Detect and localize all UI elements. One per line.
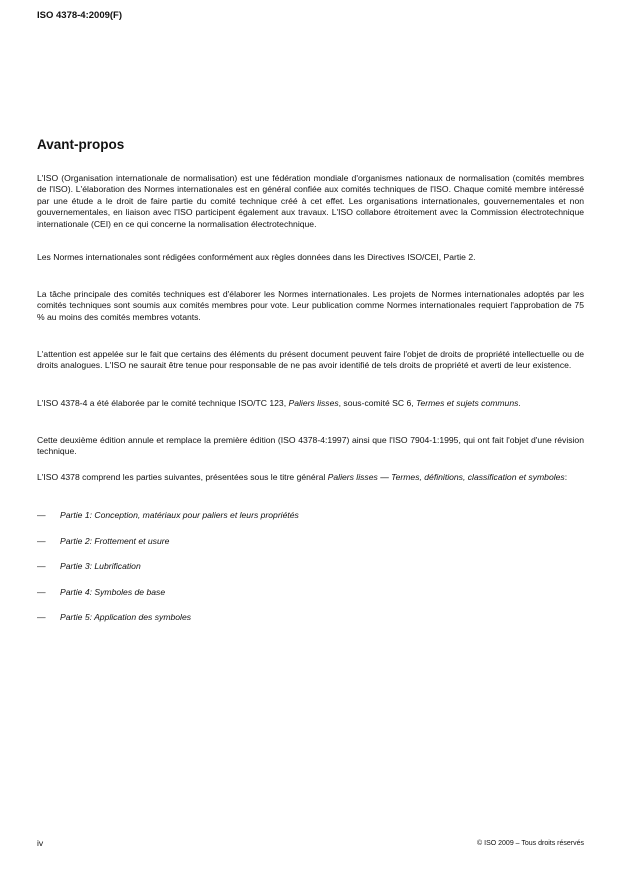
list-item-label: Partie 3: Lubrification xyxy=(60,561,141,571)
text: L'ISO 4378 comprend les parties suivantes, présentées sous le titre général xyxy=(37,472,328,482)
text-italic: Paliers lisses — Termes, définitions, classification et symboles xyxy=(327,472,565,482)
paragraph: L'attention est appelée sur le fait que certains des éléments du présent document peuvent faire l'objet de droits de propriété intellectuelle ou de droits analogues. L'ISO ne saurait être tenue pour responsable de ne pas avoir identifié de tels droits de propriété et averti de leur existence. xyxy=(37,349,584,371)
dash: — xyxy=(37,536,46,546)
dash: — xyxy=(37,561,46,571)
text: , sous-comité SC 6, xyxy=(338,398,417,408)
document-id: ISO 4378-4:2009(F) xyxy=(37,10,123,21)
paragraph xyxy=(37,472,584,483)
page-number: iv xyxy=(37,838,44,848)
list-item-label: Partie 4: Symboles de base xyxy=(60,587,166,597)
list-item-label: Partie 5: Application des symboles xyxy=(60,612,192,622)
copyright: © ISO 2009 – Tous droits réservés xyxy=(477,840,584,847)
paragraph: L'ISO (Organisation internationale de normalisation) est une fédération mondiale d'organismes nationaux de normalisation (comités membres de l'ISO). L'élaboration des Normes internationales est en général confiée aux comités techniques de l'ISO. Chaque comité membre intéressé par une étude a le droit de faire partie du comité technique créé à cet effet. Les organisations internationales, gouvernementales et non gouvernementales, en liaison avec l'ISO participent également aux travaux. L'ISO collabore étroitement avec la Commission électrotechnique internationale (CEI) en ce qui concerne la normalisation électrotechnique. xyxy=(37,173,584,229)
section-title: Avant-propos xyxy=(37,137,125,152)
text: L'ISO 4378-4 a été élaborée par le comité technique ISO/TC 123, xyxy=(37,398,289,408)
text: . xyxy=(518,398,521,408)
paragraph: La tâche principale des comités techniques est d'élaborer les Normes internationales. Les projets de Normes internationales adoptés par les comités techniques sont soumis aux comités membres pour vote. Leur publication comme Normes internationales requiert l'approbation de 75 % au moins des comités membres votants. xyxy=(37,289,584,322)
list-item-label: Partie 1: Conception, matériaux pour paliers et leurs propriétés xyxy=(60,510,299,520)
paragraph xyxy=(37,398,584,409)
list-item-label: Partie 2: Frottement et usure xyxy=(60,536,170,546)
text-italic: Paliers lisses xyxy=(288,398,339,408)
dash: — xyxy=(37,510,46,520)
dash: — xyxy=(37,612,46,622)
paragraph: Cette deuxième édition annule et remplace la première édition (ISO 4378-4:1997) ainsi que l'ISO 7904-1:1995, qui ont fait l'objet d'une révision technique. xyxy=(37,435,584,457)
dash: — xyxy=(37,587,46,597)
text: : xyxy=(564,472,568,482)
text-italic: Termes et sujets communs xyxy=(416,398,519,408)
paragraph: Les Normes internationales sont rédigées conformément aux règles données dans les Directives ISO/CEI, Partie 2. xyxy=(37,252,476,262)
